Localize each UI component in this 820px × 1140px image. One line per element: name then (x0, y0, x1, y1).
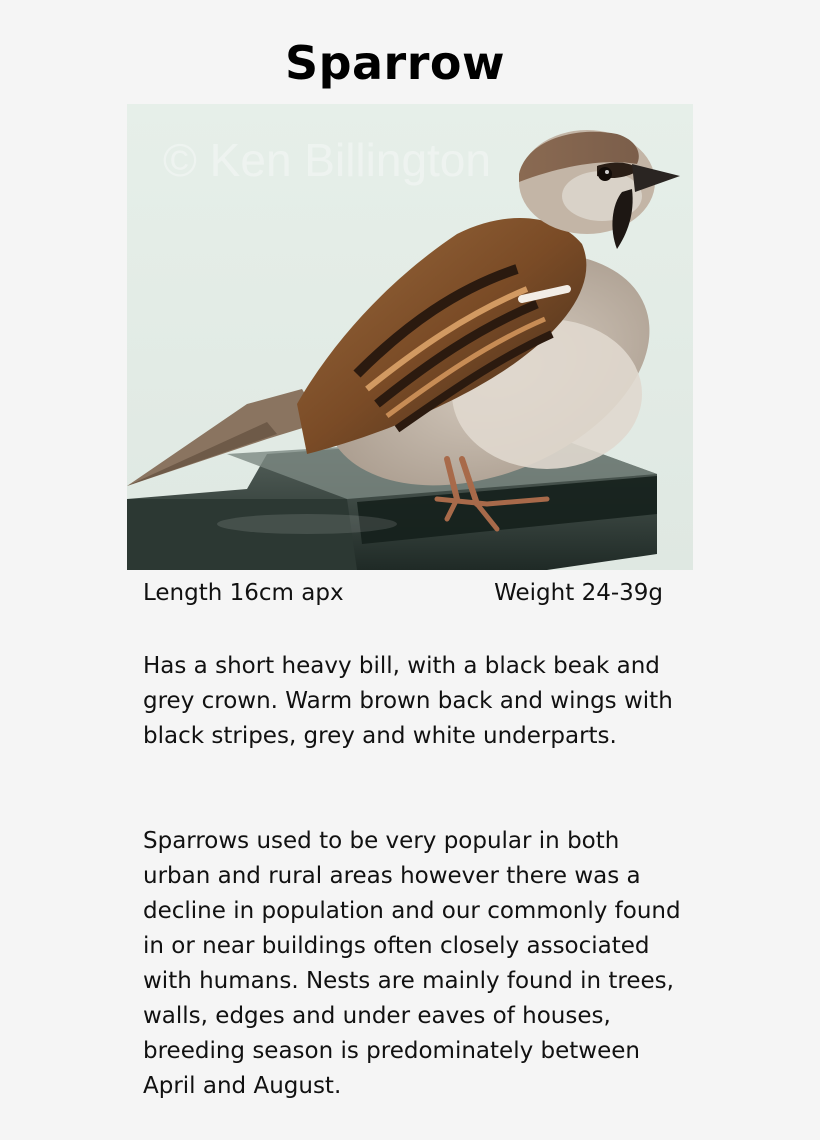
weight-stat: Weight 24-39g (494, 580, 663, 606)
sparrow-photo (127, 104, 693, 570)
description-paragraph-appearance: Has a short heavy bill, with a black beak and grey crown. Warm brown back and wings with black stripes, grey and white underparts. (143, 653, 673, 749)
watermark-text: © Ken Billington (163, 134, 491, 186)
sparrow-stats (143, 580, 663, 616)
sparrow-illustration (127, 104, 693, 570)
page-title: Sparrow (284, 36, 506, 90)
length-stat: Length 16cm apx (143, 580, 344, 606)
description-paragraph-habitat: Sparrows used to be very popular in both urban and rural areas however there was a decline in population and our commonly found in or near buildings often closely associated with humans. Nests are mainly found in trees, walls, edges and under eaves of houses, breeding season is predominately between April and August. (143, 828, 681, 1099)
